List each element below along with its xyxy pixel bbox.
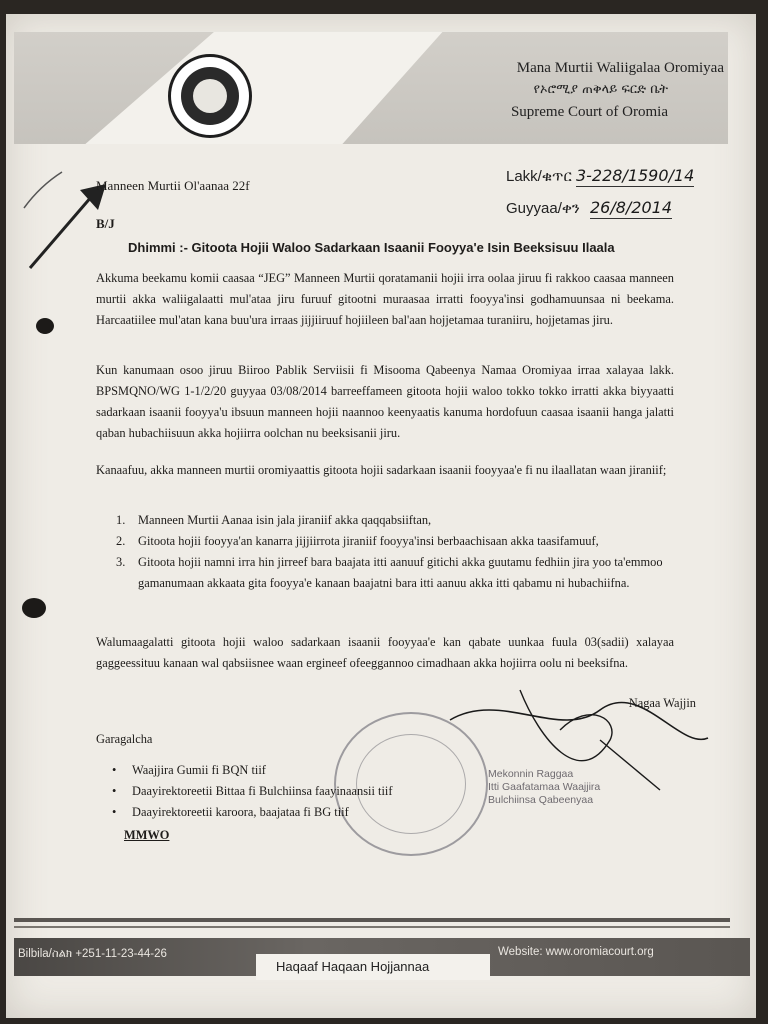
- footer-motto: Haqaaf Haqaan Hojjannaa: [276, 959, 430, 974]
- body-paragraph-2: Kun kanumaan osoo jiruu Biiroo Pablik Serviisii fi Misooma Qabeenya Namaa Oromiyaa irraa xalayaa lakk. BPSMQNO/WG 1-1/2/20 guyyaa 03/08/2014 barreeffameen gitoota hojii waloo tokko tokko irratti akka biyyaatti sadarkaan isaanii fooyya'u ibsuun manneen hojii naannoo keenyaatis kanuma hordofuun caasaa isaanii hanga jalatti qaban hubachiisuun akka hojiirra oolchan nu beeksisanii jiru.: [96, 363, 674, 440]
- footer-divider: [14, 926, 730, 928]
- reference-number: 3-228/1590/14: [575, 166, 695, 185]
- mmwo-label: MMWO: [124, 828, 170, 842]
- date-value: 26/8/2014: [589, 198, 673, 217]
- org-name-english: Supreme Court of Oromia: [510, 104, 668, 120]
- body-paragraph-1: Akkuma beekamu komii caasaa “JEG” Manneen Murtii qoratamanii hojii irra oolaa jiruu fi rakkoo caasaa manneen murtii akka waliigalaatti mul'ataa jiru furuuf gitootni muraasaa irratti fooyya'insi godhamuunsaa ni beekama. Harcaatiilee mul'atan kana buu'ura irraas jijjiiruuf hojiileen bal'aan hojjetamaa turaniiru, hojjetamas jiru.: [96, 271, 674, 327]
- recipient: Manneen Murtii Ol'aanaa 22f: [96, 178, 250, 193]
- bj-label: B/J: [96, 216, 115, 231]
- body-paragraph-3: Kanaafuu, akka manneen murtii oromiyaattis gitoota hojii sadarkaan isaanii fooyyaa'e fi nu ilaallatan waan jiraniif;: [96, 463, 667, 477]
- reference-label: Lakk/ቁጥር: [506, 168, 572, 185]
- cc-heading: Garagalcha: [96, 732, 153, 746]
- list-item: • Daayirektoreetii karoora, baajataa fi BG tiif: [112, 802, 392, 823]
- action-list: [116, 510, 676, 594]
- list-item: • Daayirektoreetii Bittaa fi Bulchiinsa faayinaansii tiif: [112, 781, 392, 802]
- footer-website: Website: www.oromiacourt.org: [498, 946, 654, 958]
- footer-divider: [14, 918, 730, 922]
- signatory-department: Bulchiinsa Qabeenyaa: [488, 794, 594, 806]
- reference-line: [506, 166, 694, 185]
- court-seal-logo: [168, 54, 252, 138]
- date-line: [506, 198, 672, 217]
- punch-hole: [36, 318, 54, 334]
- org-name-oromo: Mana Murtii Waliigalaa Oromiyaa: [516, 60, 724, 76]
- date-label: Guyyaa/ቀን: [506, 200, 580, 217]
- signatory-block: [488, 768, 600, 807]
- closing-greeting: Nagaa Wajjin: [628, 696, 696, 710]
- list-item: 3. Gitoota hojii namni irra hin jirreef bara baajata itti aanuuf gitichi akka guutamu fedhiin jira yoo ta'emmoo gamanumaan akkaata gita fooyya'e kanaan baajatni bara itti aanuu akka itti qabamu ni hubachiifna.: [116, 555, 663, 590]
- list-item: 1. Manneen Murtii Aanaa isin jala jiraniif akka qaqqabsiiftan,: [116, 513, 432, 527]
- footer-phone: Bilbila/ስልክ +251-11-23-44-26: [18, 948, 167, 960]
- list-item: • Waajjira Gumii fi BQN tiif: [112, 760, 392, 781]
- subject-line: Dhimmi :- Gitoota Hojii Waloo Sadarkaan Isaanii Fooyya'e Isin Beeksisuu Ilaala: [128, 240, 615, 255]
- signatory-title: Itti Gaafatamaa Waajjira: [488, 781, 601, 793]
- list-item: 2. Gitoota hojii fooyya'an kanarra jijjiirrota jiraniif fooyya'insi berbaachisaan akka taasifamuuf,: [116, 534, 599, 548]
- final-paragraph: Walumaagalatti gitoota hojii waloo sadarkaan isaanii fooyyaa'e kan qabate uunkaa fuula 03(sadii) xalayaa gaggeessituu kanaan wal qabsiisnee waan ergineef ofeeggannoo cimadhaan akka hojiirra oolu ni beeksifna.: [96, 635, 674, 670]
- org-name-amharic: የኦሮሚያ ጠቅላይ ፍርድ ቤት: [533, 82, 668, 97]
- tree-icon: [193, 79, 227, 113]
- cc-list: [112, 760, 392, 823]
- punch-hole: [22, 598, 46, 618]
- signatory-name: Mekonnin Raggaa: [488, 768, 574, 780]
